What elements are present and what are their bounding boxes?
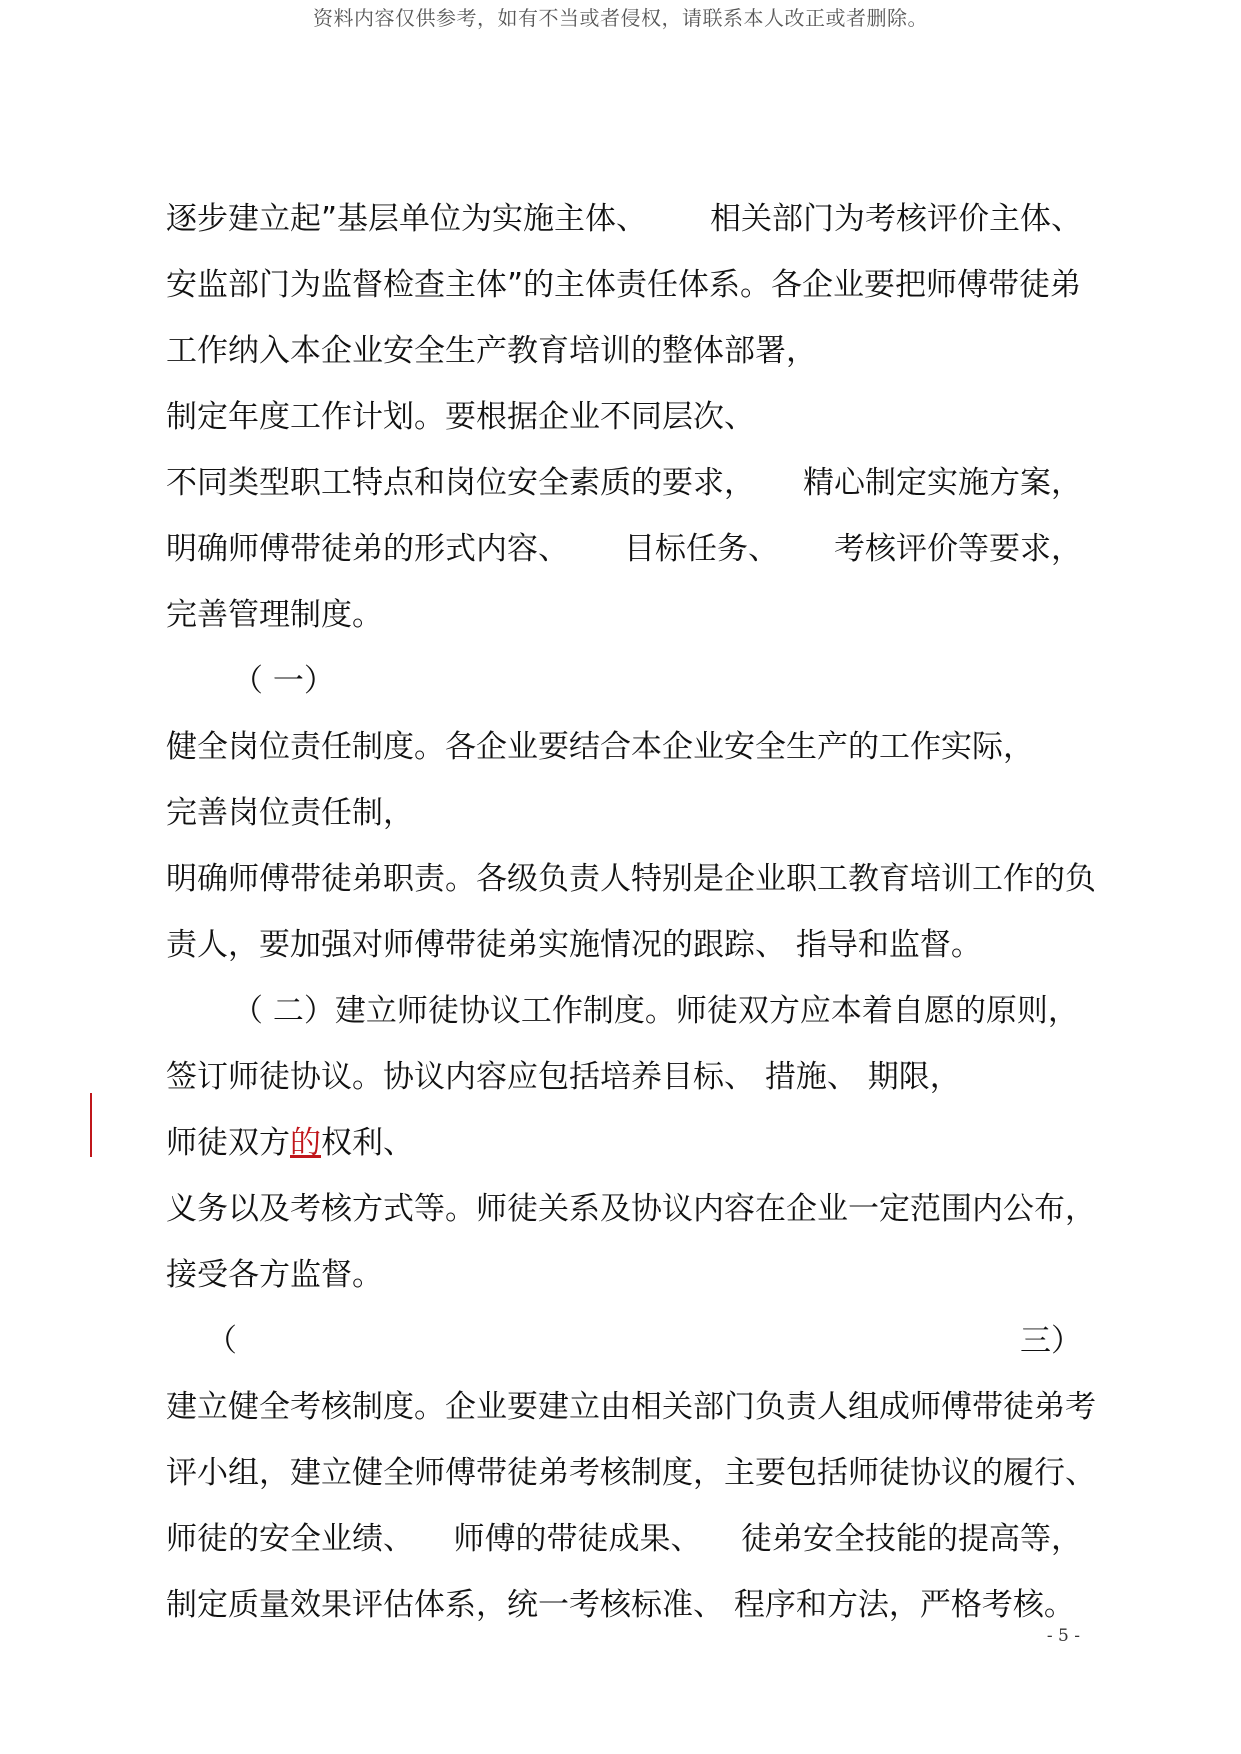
- text-segment: 徒弟安全技能的提高等，: [741, 1521, 1082, 1557]
- text-segment: （ 二）建立师徒协议工作制度。师徒双方应本着自愿的原则，: [232, 993, 1079, 1029]
- revision-change-bar: [90, 1093, 92, 1157]
- text-segment: 明确师傅带徒弟职责。各级负责人特别是企业职工教育培训工作的负: [166, 861, 1096, 897]
- text-segment: 师傅的带徒成果、: [453, 1521, 702, 1557]
- text-segment: 制定年度工作计划。要根据企业不同层次、: [166, 399, 755, 435]
- text-line: [166, 1110, 1082, 1176]
- text-segment: 师徒双方: [166, 1125, 290, 1161]
- text-segment: 制定质量效果评估体系，统一考核标准、 程序和方法，严格考核。: [166, 1587, 1075, 1623]
- text-segment: 签订师徒协议。协议内容应包括培养目标、 措施、 期限，: [166, 1059, 961, 1095]
- tracked-change-insertion: 的: [290, 1125, 321, 1161]
- text-line: [166, 846, 1096, 912]
- text-line: [166, 1242, 1082, 1308]
- text-line: [166, 1440, 1096, 1506]
- text-line: [166, 582, 1082, 648]
- section-number: （ 一）: [232, 663, 335, 699]
- text-line: [166, 318, 1082, 384]
- text-line: [166, 450, 1082, 516]
- text-segment: 逐步建立起”基层单位为实施主体、: [166, 201, 648, 237]
- text-segment: 完善岗位责任制，: [166, 795, 414, 831]
- section-number-close: 三）: [1020, 1323, 1082, 1359]
- text-line: [166, 252, 1082, 318]
- text-segment: 权利、: [321, 1125, 414, 1161]
- text-segment: 工作纳入本企业安全生产教育培训的整体部署，: [166, 333, 817, 369]
- text-segment: 精心制定实施方案，: [803, 465, 1082, 501]
- text-line: [166, 780, 1082, 846]
- text-segment: 不同类型职工特点和岗位安全素质的要求，: [166, 465, 755, 501]
- text-line: [166, 978, 1082, 1044]
- page-number: - 5 -: [1046, 1626, 1080, 1646]
- text-line: [166, 1176, 1096, 1242]
- section-number-open: （: [206, 1323, 237, 1359]
- text-segment: 接受各方监督。: [166, 1257, 383, 1293]
- text-segment: 安监部门为监督检查主体”的主体责任体系。各企业要把师傅带徒弟: [166, 267, 1082, 303]
- text-segment: 评小组，建立健全师傅带徒弟考核制度，主要包括师徒协议的履行、: [166, 1455, 1096, 1491]
- text-line: [166, 384, 1082, 450]
- section-heading: [166, 1308, 1082, 1374]
- text-line: [166, 714, 1082, 780]
- text-line: [166, 912, 1082, 978]
- text-segment: 相关部门为考核评价主体、: [710, 201, 1082, 237]
- text-line: [166, 186, 1082, 252]
- text-line: [166, 516, 1082, 582]
- text-segment: 义务以及考核方式等。师徒关系及协议内容在企业一定范围内公布，: [166, 1191, 1096, 1227]
- text-segment: 健全岗位责任制度。各企业要结合本企业安全生产的工作实际，: [166, 729, 1034, 765]
- text-line: [166, 1044, 1082, 1110]
- document-body: [166, 186, 1096, 1638]
- text-segment: 师徒的安全业绩、: [166, 1521, 414, 1557]
- disclaimer-header: 资料内容仅供参考，如有不当或者侵权，请联系本人改正或者删除。: [313, 6, 928, 30]
- text-segment: 目标任务、: [624, 531, 779, 567]
- text-line: [166, 1572, 1082, 1638]
- text-segment: 考核评价等要求，: [834, 531, 1082, 567]
- text-line: [166, 1506, 1082, 1572]
- text-segment: 建立健全考核制度。企业要建立由相关部门负责人组成师傅带徒弟考: [166, 1389, 1096, 1425]
- text-segment: 完善管理制度。: [166, 597, 383, 633]
- text-segment: 责人，要加强对师傅带徒弟实施情况的跟踪、 指导和监督。: [166, 927, 982, 963]
- section-heading: [166, 648, 1082, 714]
- text-line: [166, 1374, 1096, 1440]
- text-segment: 明确师傅带徒弟的形式内容、: [166, 531, 569, 567]
